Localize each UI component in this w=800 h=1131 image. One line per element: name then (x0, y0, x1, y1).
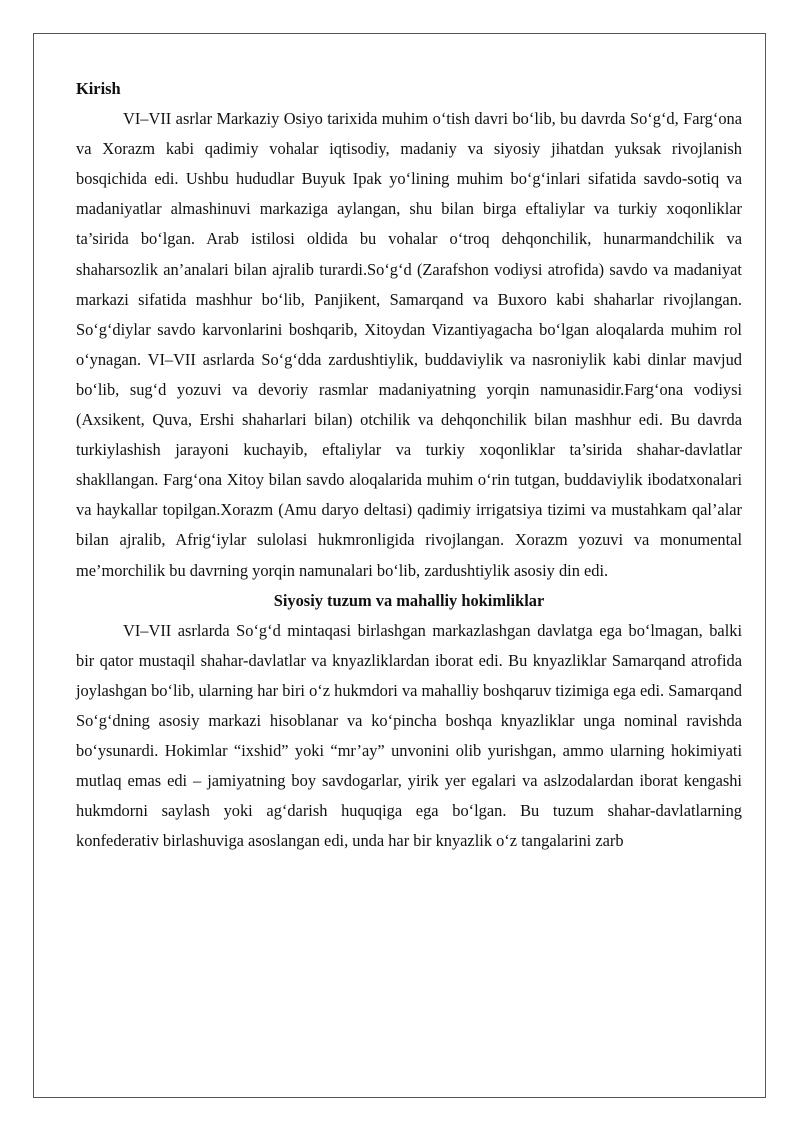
intro-heading: Kirish (76, 79, 121, 98)
section-heading: Siyosiy tuzum va mahalliy hokimliklar (273, 590, 545, 610)
intro-paragraph: VI–VII asrlar Markaziy Osiyo tarixida muhim o‘tish davri bo‘lib, bu davrda So‘g‘d, Farg‘ona va Xorazm kabi qadimiy vohalar iqtisodiy, madaniy va siyosiy jihatdan yuksak rivojlanish bosqichida edi. Ushbu hududlar Buyuk Ipak yo‘lining muhim bo‘g‘inlari sifatida savdo-sotiq va madaniyatlar almashinuvi markaziga aylangan, shu bilan birga eftaliylar va turkiy xoqonliklar ta’sirida bo‘lgan. Arab istilosi oldida bu vohalar o‘troq dehqonchilik, hunarmandchilik va shaharsozlik an’analari bilan ajralib turardi.So‘g‘d (Zarafshon vodiysi atrofida) savdo va madaniyat markazi sifatida mashhur bo‘lib, Panjikent, Samarqand va Buxoro kabi shaharlar rivojlangan. So‘g‘diylar savdo karvonlarini boshqarib, Xitoydan Vizantiyagacha bo‘lgan aloqalarda muhim rol o‘ynagan. VI–VII asrlarda So‘g‘dda zardushtiylik, buddaviylik va nasroniylik kabi dinlar mavjud bo‘lib, sug‘d yozuvi va devoriy rasmlar madaniyatning yorqin namunasidir.Farg‘ona vodiysi (Axsikent, Quva, Ershi shaharlari bilan) otchilik va dehqonchilik bilan mashhur edi. Bu davrda turkiylashish jarayoni kuchayib, eftaliylar va turkiy xoqonliklar ta’sirida shahar-davlatlar shakllangan. Farg‘ona Xitoy bilan savdo aloqalarida muhim o‘rin tutgan, buddaviylik ibodatxonalari va haykallar topilgan.Xorazm (Amu daryo deltasi) qadimiy irrigatsiya tizimi va mustahkam qal’alar bilan ajralib, Afrig‘iylar sulolasi hukmronligida rivojlangan. Xorazm yozuvi va monumental me’morchilik bu davrning yorqin namunalari bo‘lib, zardushtiylik asosiy din edi. (76, 109, 742, 580)
section-paragraph: VI–VII asrlarda So‘g‘d mintaqasi birlashgan markazlashgan davlatga ega bo‘lmagan, balki bir qator mustaqil shahar-davlatlar va knyazliklardan iborat edi. Bu knyazliklar Samarqand atrofida joylashgan bo‘lib, ularning har biri o‘z hukmdori va mahalliy boshqaruv tizimiga ega edi. Samarqand So‘g‘dning asosiy markazi hisoblanar va ko‘pincha boshqa knyazliklar unga nominal ravishda bo‘ysunardi. Hokimlar “ixshid” yoki “mr’ay” unvonini olib yurishgan, ammo ularning hokimiyati mutlaq emas edi – jamiyatning boy savdogarlar, yirik yer egalari va aslzodalardan iborat kengashi hukmdorni saylash yoki ag‘darish huquqiga ega bo‘lgan. Bu tuzum shahar-davlatlarning konfederativ birlashuviga asoslangan edi, unda har bir knyazlik o‘z tangalarini zarb (76, 620, 742, 851)
document-body (76, 74, 742, 856)
